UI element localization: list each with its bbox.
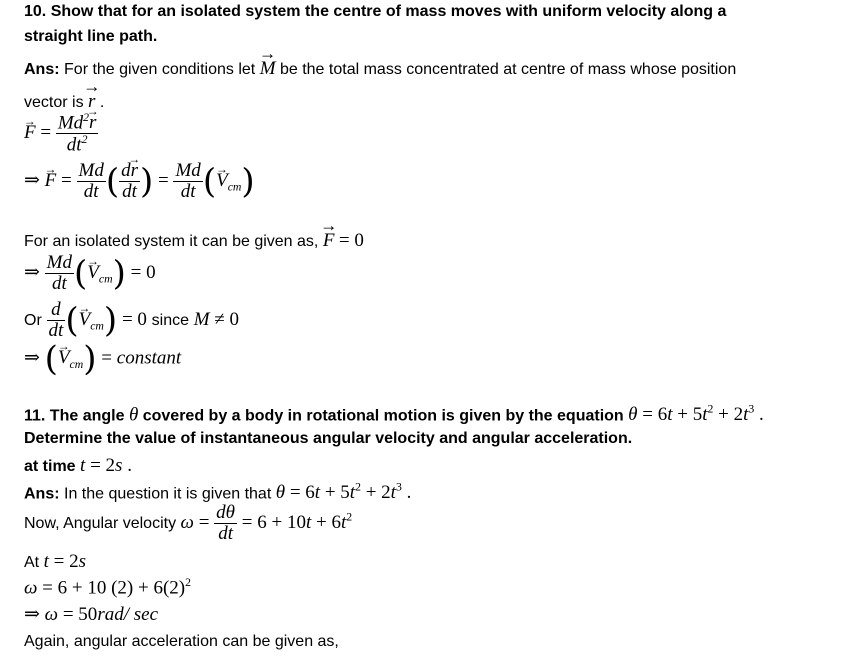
q11-ans-text: In the question it is given that bbox=[64, 485, 272, 503]
q11-title-b: covered by a body in rotational motion is given by the equation bbox=[142, 407, 624, 425]
q11-title-line1: 11. The angle θ covered by a body in rotational motion is given by the equation $\theta = 6t + 5t^2 + 2t^3$ . bbox=[24, 403, 764, 426]
q11-ans-label: Ans: bbox=[24, 485, 60, 503]
q10-since-text: since bbox=[151, 311, 190, 329]
q11-at-line: At t = 2s bbox=[24, 551, 86, 572]
eq-force-velocity: ⇒ → F = $\frac{Md}{dt}$ ( $\frac{d\to r}{dt}$ ) = $\frac{Md}{dt}$ (→ $V_{cm}$) bbox=[24, 161, 255, 202]
q11-title-a: 11. The angle bbox=[24, 407, 125, 425]
q10-ans-label: Ans: bbox=[24, 61, 60, 78]
q11-ans-line: Ans: In the question it is given that $\theta = 6t + 5t^2 + 2t^3$ . bbox=[24, 481, 412, 504]
q10-ans-text-a: For the given conditions let bbox=[64, 61, 256, 78]
q10-ans-line bbox=[24, 58, 736, 80]
q10-title-line1: 10. Show that for an isolated system the centre of mass moves with uniform velocity along a bbox=[24, 3, 727, 20]
position-vector-r: → r bbox=[88, 91, 95, 113]
q11-angular-velocity-line: Now, Angular velocity ω = $\frac{d\theta}{dt}$ = $6 + 10t + 6t^2$ bbox=[24, 502, 353, 544]
q10-title-line2: straight line path. bbox=[24, 28, 158, 45]
eq-constant-velocity: ⇒ (→ $V_{cm}$) = constant bbox=[24, 342, 181, 376]
eq-omega-substitution: ω = 6 + 10 $(2) + 6(2)^2$ bbox=[24, 576, 192, 599]
q11-final-unit: rad/ sec bbox=[97, 604, 158, 625]
q10-ans-text-b: be the total mass concentrated at centre of mass whose position bbox=[279, 61, 737, 78]
q10-vector-line: vector is → r . bbox=[24, 91, 104, 113]
q11-at-label: At bbox=[24, 554, 40, 571]
q10-or-label: Or bbox=[24, 311, 42, 329]
q11-title-line2: Determine the value of instantaneous angular velocity and angular acceleration. bbox=[24, 430, 633, 447]
q11-at-time-line: at time t = 2s . bbox=[24, 455, 132, 476]
eq-omega-result: ⇒ ω = 50rad/ sec bbox=[24, 604, 158, 625]
q10-isolated-line: For an isolated system it can be given as, → F = 0 bbox=[24, 230, 364, 252]
q11-again-line: Again, angular acceleration can be given as, bbox=[24, 633, 339, 650]
mass-vector-M: → M bbox=[260, 58, 276, 80]
q10-isolated-text: For an isolated system it can be given as, bbox=[24, 233, 319, 250]
q11-at-time-text: at time bbox=[24, 458, 76, 475]
q10-ans-text-c: vector is bbox=[24, 94, 84, 111]
q11-ang-vel-text: Now, Angular velocity bbox=[24, 514, 177, 532]
eq-derivative-zero: Or $\frac{d}{dt}$ (→ $V_{cm}) = 0$ since M ≠ 0 bbox=[24, 300, 239, 341]
eq-isolated-zero: ⇒ $\frac{Md}{dt}$ (→ $V_{cm}) = 0$ bbox=[24, 253, 156, 294]
q10-constant-word: constant bbox=[116, 347, 182, 369]
eq-force-second-derivative: → F = $\frac{Md^2\to r}{dt^2}$ bbox=[24, 112, 98, 156]
